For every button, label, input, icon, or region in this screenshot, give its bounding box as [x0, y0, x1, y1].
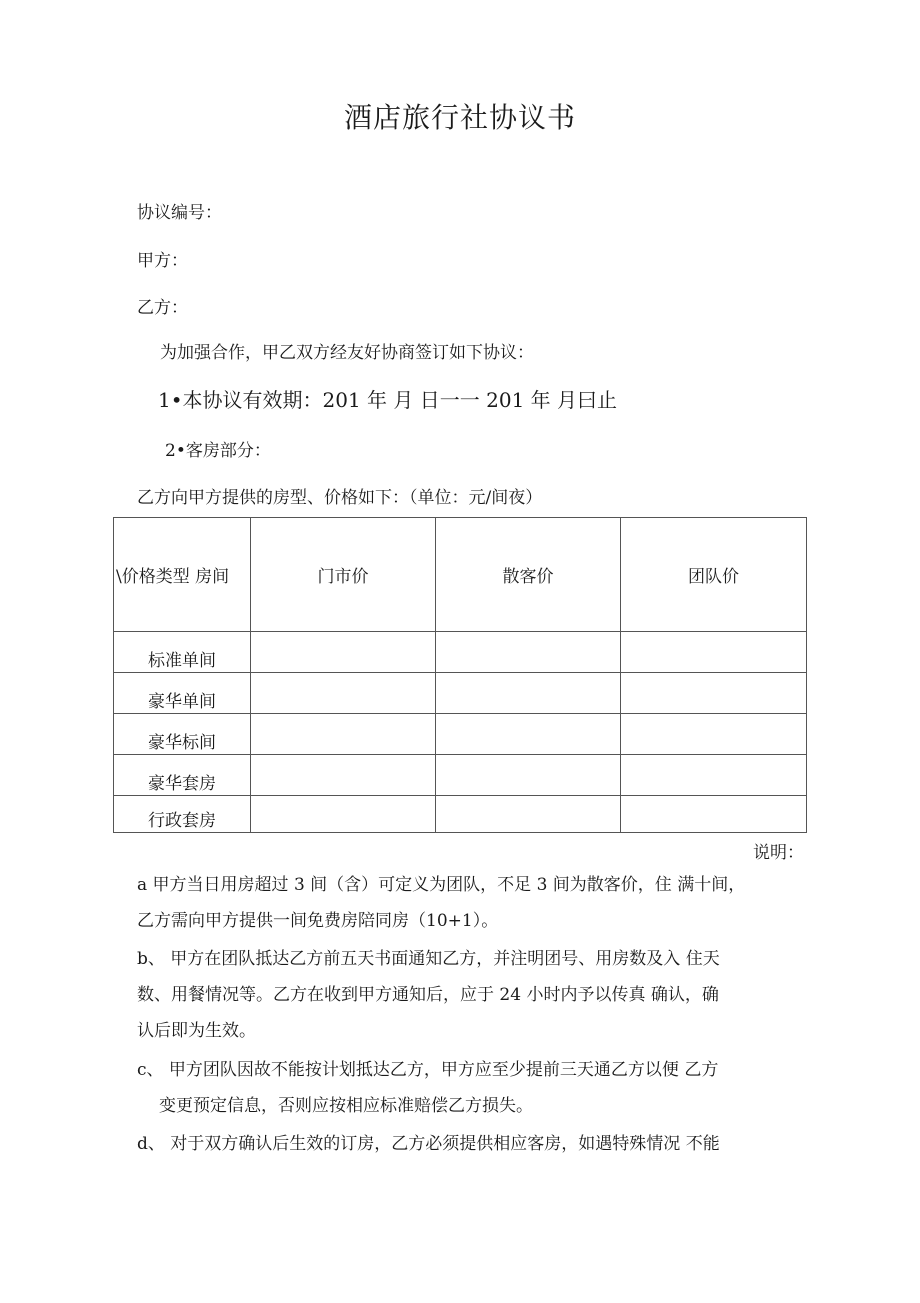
note-c-line: 变更预定信息，否则应按相应标准赔偿乙方损失。: [159, 1096, 533, 1116]
note-a-line: 乙方需向甲方提供一间免费房陪同房（10+1）。: [137, 911, 499, 931]
document-title: 酒店旅行社协议书: [343, 101, 576, 134]
price-cell[interactable]: [621, 796, 807, 833]
table-row: [114, 714, 807, 755]
clause-rooms-heading: 2•客房部分：: [165, 441, 271, 461]
room-type-label: 行政套房: [114, 796, 251, 833]
room-price-table: [113, 517, 807, 833]
room-type-label: 豪华套房: [114, 755, 251, 796]
table-header-row: [114, 518, 807, 632]
clause-validity-period: 1•本协议有效期：201 年 月 日一一 201 年 月曰止: [158, 388, 618, 412]
note-d: [137, 1126, 807, 1162]
price-cell[interactable]: [621, 714, 807, 755]
price-cell[interactable]: [251, 714, 436, 755]
price-cell[interactable]: [621, 755, 807, 796]
note-b-line: 认后即为生效。: [137, 1021, 256, 1041]
table-row: [114, 796, 807, 833]
note-b: [137, 941, 807, 1049]
price-cell[interactable]: [251, 673, 436, 714]
intro-text: 为加强合作，甲乙双方经友好协商签订如下协议：: [160, 343, 534, 363]
note-a-line: a 甲方当日用房超过 3 间（含）可定义为团队，不足 3 间为散客价，住 满十间，: [137, 875, 746, 895]
price-cell[interactable]: [436, 714, 621, 755]
header-group-rate: 团队价: [621, 518, 807, 632]
price-cell[interactable]: [436, 755, 621, 796]
note-b-line: b、 甲方在团队抵达乙方前五天书面通知乙方，并注明团号、用房数及入 住天: [137, 949, 720, 969]
party-b-field: 乙方：: [137, 298, 188, 318]
price-cell[interactable]: [621, 673, 807, 714]
room-type-label: 豪华单间: [114, 673, 251, 714]
price-cell[interactable]: [621, 632, 807, 673]
table-corner-header: \价格类型 房间: [114, 518, 251, 632]
note-c-line: c、 甲方团队因故不能按计划抵达乙方，甲方应至少提前三天通乙方以便 乙方: [137, 1060, 719, 1080]
price-cell[interactable]: [436, 673, 621, 714]
price-cell[interactable]: [436, 632, 621, 673]
table-row: [114, 673, 807, 714]
note-d-line: d、 对于双方确认后生效的订房，乙方必须提供相应客房，如遇特殊情况 不能: [137, 1134, 720, 1154]
price-cell[interactable]: [436, 796, 621, 833]
table-row: [114, 755, 807, 796]
price-cell[interactable]: [251, 632, 436, 673]
room-type-label: 标准单间: [114, 632, 251, 673]
agreement-number-field: 协议编号：: [137, 203, 222, 223]
header-rack-rate: 门市价: [251, 518, 436, 632]
room-type-label: 豪华标间: [114, 714, 251, 755]
note-b-line: 数、用餐情况等。乙方在收到甲方通知后，应于 24 小时内予以传真 确认，确: [137, 985, 719, 1005]
table-row: [114, 632, 807, 673]
price-units-line: 乙方向甲方提供的房型、价格如下：（单位：元/间夜）: [137, 488, 543, 508]
header-individual-rate: 散客价: [436, 518, 621, 632]
party-a-field: 甲方：: [137, 251, 188, 271]
notes-label: 说明：: [753, 843, 804, 863]
price-cell[interactable]: [251, 796, 436, 833]
price-cell[interactable]: [251, 755, 436, 796]
note-c: [137, 1052, 807, 1124]
note-a: [137, 867, 807, 939]
